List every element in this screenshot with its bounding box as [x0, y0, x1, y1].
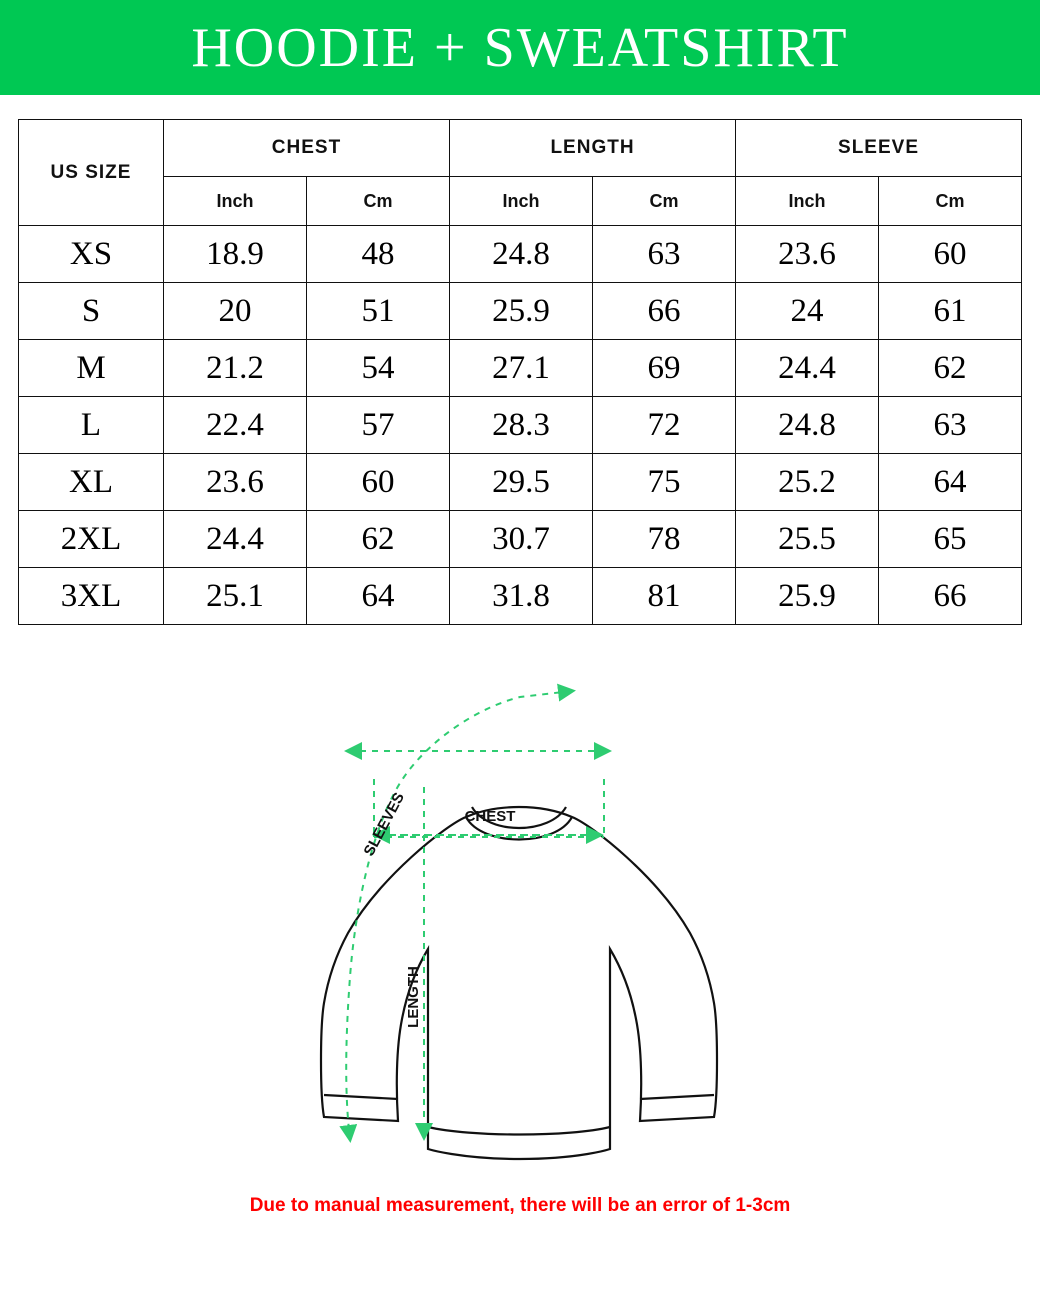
- cell-chest-inch: 22.4: [164, 397, 307, 454]
- cell-sleeve-cm: 65: [879, 511, 1022, 568]
- unit-header-sleeve-cm: Cm: [879, 177, 1022, 226]
- cell-sleeve-cm: 60: [879, 226, 1022, 283]
- cell-sleeve-inch: 25.9: [736, 568, 879, 625]
- cell-chest-cm: 64: [307, 568, 450, 625]
- cell-chest-inch: 18.9: [164, 226, 307, 283]
- garment-outline: [321, 807, 717, 1159]
- cell-sleeve-inch: 24.4: [736, 340, 879, 397]
- table-row: [19, 397, 1022, 454]
- cell-size: M: [19, 340, 164, 397]
- table-row: [19, 340, 1022, 397]
- page-title: HOODIE + SWEATSHIRT: [191, 16, 849, 79]
- measurement-diagram: [0, 667, 1040, 1187]
- cell-length-inch: 30.7: [450, 511, 593, 568]
- cell-length-inch: 27.1: [450, 340, 593, 397]
- cell-size: 2XL: [19, 511, 164, 568]
- size-table-container: [0, 95, 1040, 625]
- cell-chest-inch: 20: [164, 283, 307, 340]
- cell-length-inch: 24.8: [450, 226, 593, 283]
- page-header-banner: [0, 0, 1040, 95]
- cell-chest-cm: 62: [307, 511, 450, 568]
- cell-size: S: [19, 283, 164, 340]
- unit-header-sleeve-inch: Inch: [736, 177, 879, 226]
- cell-length-cm: 66: [593, 283, 736, 340]
- cell-chest-cm: 48: [307, 226, 450, 283]
- cell-sleeve-inch: 24.8: [736, 397, 879, 454]
- cell-sleeve-inch: 25.5: [736, 511, 879, 568]
- unit-header-length-inch: Inch: [450, 177, 593, 226]
- cell-length-cm: 78: [593, 511, 736, 568]
- label-sleeves: SLEEVES: [360, 789, 409, 859]
- column-header-chest: CHEST: [164, 120, 450, 177]
- unit-header-chest-cm: Cm: [307, 177, 450, 226]
- cell-length-cm: 69: [593, 340, 736, 397]
- cell-length-cm: 75: [593, 454, 736, 511]
- cell-length-inch: 25.9: [450, 283, 593, 340]
- cell-length-inch: 29.5: [450, 454, 593, 511]
- label-chest: CHEST: [464, 808, 516, 825]
- cell-size: XL: [19, 454, 164, 511]
- cell-sleeve-inch: 24: [736, 283, 879, 340]
- cell-sleeve-cm: 63: [879, 397, 1022, 454]
- column-header-us-size: US SIZE: [19, 120, 164, 226]
- cell-chest-cm: 51: [307, 283, 450, 340]
- cell-length-inch: 28.3: [450, 397, 593, 454]
- cell-chest-inch: 24.4: [164, 511, 307, 568]
- cell-sleeve-inch: 25.2: [736, 454, 879, 511]
- table-row: [19, 454, 1022, 511]
- cell-size: 3XL: [19, 568, 164, 625]
- sweatshirt-illustration-svg: [160, 667, 880, 1187]
- table-row: [19, 511, 1022, 568]
- cell-sleeve-cm: 61: [879, 283, 1022, 340]
- cell-size: L: [19, 397, 164, 454]
- column-header-sleeve: SLEEVE: [736, 120, 1022, 177]
- cell-sleeve-cm: 66: [879, 568, 1022, 625]
- cell-sleeve-cm: 64: [879, 454, 1022, 511]
- cell-size: XS: [19, 226, 164, 283]
- cell-length-cm: 63: [593, 226, 736, 283]
- size-chart-table: [18, 119, 1022, 625]
- cell-chest-cm: 60: [307, 454, 450, 511]
- table-row: [19, 226, 1022, 283]
- cell-chest-inch: 23.6: [164, 454, 307, 511]
- cell-length-inch: 31.8: [450, 568, 593, 625]
- cell-sleeve-cm: 62: [879, 340, 1022, 397]
- unit-header-length-cm: Cm: [593, 177, 736, 226]
- table-row: [19, 568, 1022, 625]
- measurement-disclaimer: Due to manual measurement, there will be an error of 1-3cm: [249, 1195, 791, 1216]
- cell-chest-cm: 57: [307, 397, 450, 454]
- cell-chest-inch: 21.2: [164, 340, 307, 397]
- table-row: [19, 283, 1022, 340]
- unit-header-chest-inch: Inch: [164, 177, 307, 226]
- cell-sleeve-inch: 23.6: [736, 226, 879, 283]
- cell-chest-cm: 54: [307, 340, 450, 397]
- column-header-length: LENGTH: [450, 120, 736, 177]
- cell-length-cm: 72: [593, 397, 736, 454]
- cell-chest-inch: 25.1: [164, 568, 307, 625]
- cell-length-cm: 81: [593, 568, 736, 625]
- label-length: LENGTH: [405, 966, 422, 1028]
- table-group-header-row: [19, 120, 1022, 177]
- table-unit-header-row: [19, 177, 1022, 226]
